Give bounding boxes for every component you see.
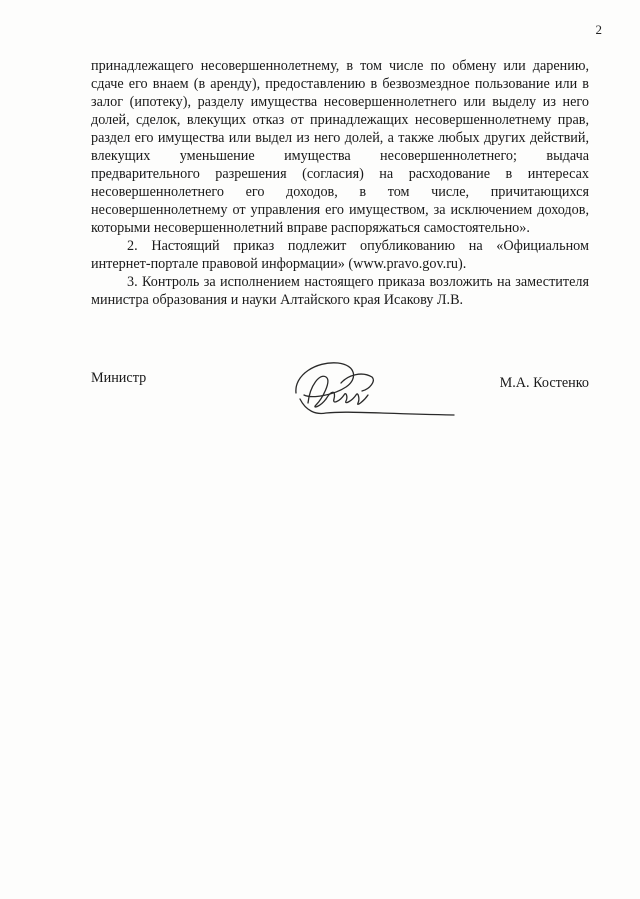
signer-name: М.А. Костенко: [499, 375, 589, 391]
document-body: [91, 57, 589, 309]
page-number: 2: [595, 22, 602, 37]
handwritten-signature: [286, 355, 456, 425]
signer-title: Министр: [91, 370, 147, 386]
paragraph-item-3: 3. Контроль за исполнением настоящего приказа возложить на заместителя министра образования и науки Алтайского края Исакову Л.В.: [91, 274, 589, 308]
paragraph-continuation: принадлежащего несовершеннолетнему, в том числе по обмену или дарению, сдаче его внаем (в аренду), предоставлению в безвозмездное пользование или в залог (ипотеку), разделу имущества несовершеннолетнего или выделу из него долей, сделок, влекущих отказ от принадлежащих несовершеннолетнему прав, раздел его имущества или выдел из него долей, а также любых других действий, влекущих уменьшение имущества несовершеннолетнего; выдача предварительного разрешения (согласия) на расходование в интересах несовершеннолетнего его доходов, в том числе, причитающихся несовершеннолетнему от управления его имуществом, за исключением доходов, которыми несовершеннолетний вправе распоряжаться самостоятельно».: [91, 58, 589, 236]
paragraph-item-2: 2. Настоящий приказ подлежит опубликованию на «Официальном интернет-портале правовой информации» (www.pravo.gov.ru).: [91, 238, 589, 272]
signature-block: [91, 355, 589, 435]
